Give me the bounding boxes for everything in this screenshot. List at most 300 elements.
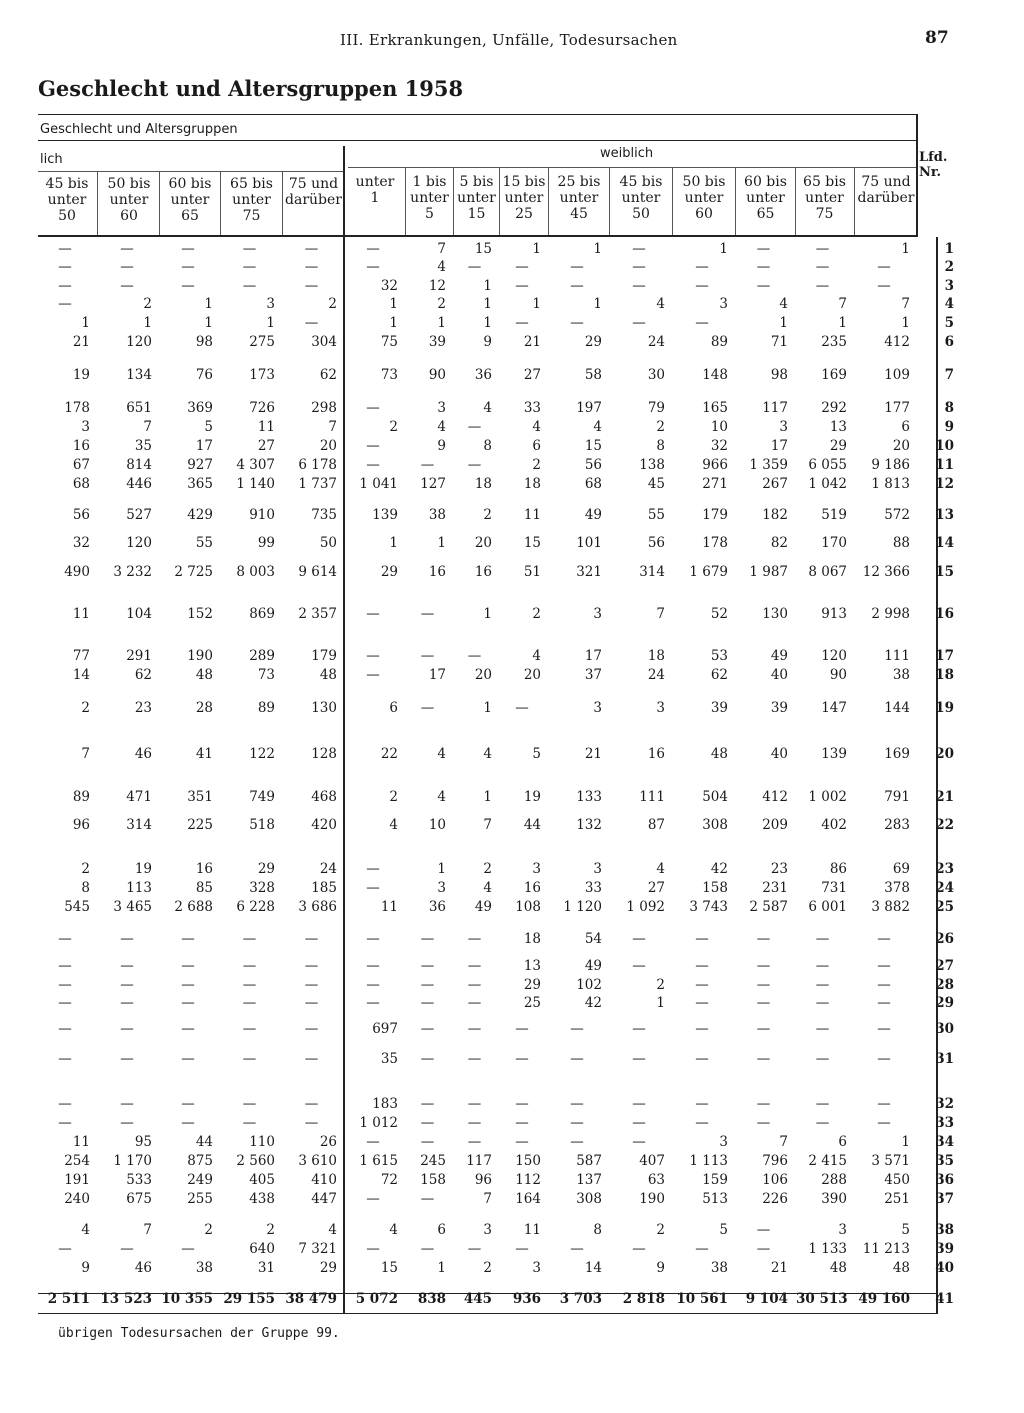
table-cell: 6 bbox=[437, 1222, 446, 1238]
table-cell: — bbox=[181, 977, 195, 993]
table-cell: 2 bbox=[389, 789, 398, 805]
table-cell: — bbox=[58, 296, 72, 312]
table-cell: — bbox=[877, 1115, 891, 1131]
table-cell: 9 bbox=[656, 1260, 665, 1276]
table-cell: 77 bbox=[72, 648, 90, 664]
table-cell: — bbox=[632, 1115, 646, 1131]
table-cell: 88 bbox=[892, 535, 910, 551]
table-cell: — bbox=[515, 315, 529, 331]
table-cell: 33 bbox=[584, 880, 602, 896]
table-cell: 3 bbox=[593, 861, 602, 877]
table-cell: 18 bbox=[523, 931, 541, 947]
row-number: 41 bbox=[935, 1291, 954, 1307]
table-cell: 4 bbox=[437, 419, 446, 435]
table-cell: 11 213 bbox=[862, 1241, 910, 1257]
table-cell: 158 bbox=[420, 1172, 446, 1188]
table-cell: 48 bbox=[319, 667, 337, 683]
table-cell: 2 bbox=[437, 296, 446, 312]
table-cell: 62 bbox=[134, 667, 152, 683]
table-cell: — bbox=[756, 1051, 771, 1067]
table-cell: 9 bbox=[81, 1260, 90, 1276]
table-cell: 446 bbox=[126, 476, 152, 492]
table-cell: 1 bbox=[389, 315, 398, 331]
table-cell: — bbox=[467, 1096, 482, 1112]
table-cell: 966 bbox=[702, 457, 728, 473]
table-cell: — bbox=[58, 241, 72, 257]
table-cell: 1 bbox=[483, 296, 492, 312]
table-cell: — bbox=[632, 241, 646, 257]
table-cell: 44 bbox=[523, 817, 541, 833]
table-cell: 82 bbox=[770, 535, 788, 551]
table-cell: — bbox=[756, 259, 771, 275]
column-header: 60 bis unter 65 bbox=[744, 174, 787, 222]
table-cell: 365 bbox=[187, 476, 213, 492]
table-cell: 159 bbox=[702, 1172, 728, 1188]
table-cell: — bbox=[181, 931, 195, 947]
table-cell: 271 bbox=[702, 476, 728, 492]
row-number: 8 bbox=[944, 400, 954, 416]
table-cell: 2 725 bbox=[174, 564, 213, 580]
table-cell: 13 523 bbox=[100, 1291, 152, 1307]
table-cell: 16 bbox=[474, 564, 492, 580]
table-cell: 24 bbox=[647, 667, 665, 683]
table-cell: — bbox=[695, 931, 709, 947]
table-cell: — bbox=[632, 315, 646, 331]
table-cell: 23 bbox=[134, 700, 152, 716]
table-cell: — bbox=[815, 1021, 830, 1037]
table-cell: 1 737 bbox=[298, 476, 337, 492]
table-cell: 8 bbox=[656, 438, 665, 454]
table-cell: — bbox=[58, 958, 72, 974]
table-cell: 275 bbox=[249, 334, 275, 350]
table-cell: 10 bbox=[710, 419, 728, 435]
table-cell: 527 bbox=[126, 507, 152, 523]
table-cell: 14 bbox=[584, 1260, 602, 1276]
table-cell: — bbox=[877, 1096, 891, 1112]
column-separator bbox=[159, 172, 160, 235]
table-cell: 38 bbox=[710, 1260, 728, 1276]
table-cell: 2 bbox=[656, 1222, 665, 1238]
table-cell: 62 bbox=[710, 667, 728, 683]
table-cell: — bbox=[877, 977, 891, 993]
table-cell: 49 160 bbox=[858, 1291, 910, 1307]
table-cell: 407 bbox=[639, 1153, 665, 1169]
table-cell: 519 bbox=[821, 507, 847, 523]
table-cell: 164 bbox=[515, 1191, 541, 1207]
table-cell: 1 bbox=[901, 241, 910, 257]
table-cell: 4 bbox=[437, 746, 446, 762]
table-cell: 504 bbox=[702, 789, 728, 805]
table-cell: 19 bbox=[72, 367, 90, 383]
table-cell: — bbox=[242, 1115, 257, 1131]
table-cell: 651 bbox=[126, 400, 152, 416]
table-cell: — bbox=[695, 315, 709, 331]
table-cell: 7 321 bbox=[298, 1241, 337, 1257]
table-cell: 32 bbox=[380, 278, 398, 294]
table-cell: 3 bbox=[81, 419, 90, 435]
table-cell: 4 bbox=[656, 861, 665, 877]
table-cell: 4 bbox=[532, 419, 541, 435]
table-cell: 1 359 bbox=[749, 457, 788, 473]
table-cell: — bbox=[420, 995, 435, 1011]
table-cell: — bbox=[632, 931, 646, 947]
table-cell: 9 104 bbox=[745, 1291, 788, 1307]
table-cell: 50 bbox=[319, 535, 337, 551]
table-cell: 1 bbox=[901, 315, 910, 331]
table-cell: 2 bbox=[389, 419, 398, 435]
table-cell: — bbox=[420, 457, 435, 473]
table-cell: 308 bbox=[576, 1191, 602, 1207]
female-label: weiblich bbox=[600, 146, 654, 161]
table-cell: 2 587 bbox=[749, 899, 788, 915]
table-cell: — bbox=[815, 1096, 830, 1112]
table-cell: — bbox=[366, 1191, 380, 1207]
table-cell: 35 bbox=[134, 438, 152, 454]
column-separator bbox=[854, 168, 855, 235]
table-cell: 20 bbox=[474, 535, 492, 551]
table-cell: 173 bbox=[249, 367, 275, 383]
table-cell: — bbox=[877, 1051, 891, 1067]
table-cell: 16 bbox=[428, 564, 446, 580]
row-number: 30 bbox=[935, 1021, 954, 1037]
table-cell: 113 bbox=[126, 880, 152, 896]
table-cell: 14 bbox=[72, 667, 90, 683]
table-cell: — bbox=[570, 278, 584, 294]
table-cell: — bbox=[695, 278, 709, 294]
table-cell: 4 307 bbox=[236, 457, 275, 473]
table-cell: 86 bbox=[829, 861, 847, 877]
table-cell: — bbox=[58, 1021, 72, 1037]
table-cell: — bbox=[366, 977, 380, 993]
table-cell: 58 bbox=[584, 367, 602, 383]
row-number: 40 bbox=[935, 1260, 954, 1276]
rule-header-bottom bbox=[38, 235, 916, 237]
table-cell: — bbox=[632, 1134, 646, 1150]
column-separator bbox=[609, 168, 610, 235]
table-cell: 111 bbox=[884, 648, 910, 664]
table-cell: 21 bbox=[523, 334, 541, 350]
table-cell: 185 bbox=[311, 880, 337, 896]
table-cell: 4 bbox=[483, 880, 492, 896]
row-number: 17 bbox=[935, 648, 954, 664]
table-cell: — bbox=[695, 1115, 709, 1131]
row-number: 14 bbox=[935, 535, 954, 551]
table-cell: 15 bbox=[523, 535, 541, 551]
table-cell: 1 041 bbox=[359, 476, 398, 492]
table-cell: — bbox=[181, 241, 195, 257]
table-cell: 16 bbox=[72, 438, 90, 454]
table-cell: 10 561 bbox=[676, 1291, 728, 1307]
table-cell: 87 bbox=[647, 817, 665, 833]
table-cell: — bbox=[756, 1021, 771, 1037]
table-cell: 71 bbox=[770, 334, 788, 350]
table-cell: 67 bbox=[72, 457, 90, 473]
table-cell: 30 513 bbox=[796, 1291, 848, 1307]
table-cell: 1 092 bbox=[626, 899, 665, 915]
table-cell: 513 bbox=[702, 1191, 728, 1207]
table-cell: — bbox=[515, 1096, 529, 1112]
table-cell: 7 bbox=[779, 1134, 788, 1150]
table-cell: 471 bbox=[126, 789, 152, 805]
table-cell: — bbox=[756, 1241, 771, 1257]
table-cell: — bbox=[181, 1115, 195, 1131]
table-cell: 68 bbox=[584, 476, 602, 492]
table-cell: — bbox=[304, 259, 319, 275]
table-cell: — bbox=[467, 457, 482, 473]
table-cell: — bbox=[420, 1115, 435, 1131]
table-cell: — bbox=[242, 241, 257, 257]
table-cell: — bbox=[695, 1241, 709, 1257]
table-cell: — bbox=[695, 1021, 709, 1037]
table-cell: — bbox=[632, 278, 646, 294]
table-cell: 117 bbox=[466, 1153, 492, 1169]
table-cell: 3 bbox=[656, 700, 665, 716]
table-cell: 49 bbox=[584, 958, 602, 974]
table-cell: — bbox=[756, 995, 771, 1011]
table-cell: 56 bbox=[584, 457, 602, 473]
table-cell: 42 bbox=[584, 995, 602, 1011]
table-cell: 7 bbox=[81, 746, 90, 762]
table-cell: 314 bbox=[639, 564, 665, 580]
table-cell: 63 bbox=[647, 1172, 665, 1188]
page-title: Geschlecht und Altersgruppen 1958 bbox=[38, 76, 464, 101]
table-cell: 749 bbox=[249, 789, 275, 805]
table-cell: 6 055 bbox=[808, 457, 847, 473]
table-cell: — bbox=[304, 1051, 319, 1067]
column-header: 50 bis unter 60 bbox=[107, 176, 151, 224]
table-cell: 7 bbox=[143, 419, 152, 435]
column-separator bbox=[548, 168, 549, 235]
row-number: 37 bbox=[935, 1191, 954, 1207]
table-cell: — bbox=[695, 958, 709, 974]
table-cell: 6 bbox=[838, 1134, 847, 1150]
table-cell: — bbox=[304, 1096, 319, 1112]
table-cell: 76 bbox=[195, 367, 213, 383]
table-cell: 8 003 bbox=[236, 564, 275, 580]
table-cell: 38 bbox=[428, 507, 446, 523]
table-cell: — bbox=[181, 1021, 195, 1037]
table-cell: — bbox=[695, 977, 709, 993]
table-cell: 254 bbox=[64, 1153, 90, 1169]
column-separator bbox=[97, 172, 98, 235]
table-cell: 240 bbox=[64, 1191, 90, 1207]
table-cell: 24 bbox=[647, 334, 665, 350]
table-cell: — bbox=[120, 1021, 134, 1037]
table-cell: 838 bbox=[417, 1291, 446, 1307]
table-cell: 183 bbox=[372, 1096, 398, 1112]
table-cell: 13 bbox=[523, 958, 541, 974]
table-cell: 15 bbox=[584, 438, 602, 454]
row-number: 15 bbox=[935, 564, 954, 580]
table-cell: 1 bbox=[266, 315, 275, 331]
rule-bottom bbox=[38, 1313, 938, 1314]
table-cell: — bbox=[515, 1134, 529, 1150]
table-cell: 4 bbox=[389, 1222, 398, 1238]
table-cell: 3 bbox=[838, 1222, 847, 1238]
table-cell: — bbox=[242, 977, 257, 993]
table-cell: 19 bbox=[134, 861, 152, 877]
row-number: 10 bbox=[935, 438, 954, 454]
table-cell: 7 bbox=[328, 419, 337, 435]
row-number: 18 bbox=[935, 667, 954, 683]
table-cell: — bbox=[120, 995, 134, 1011]
table-cell: — bbox=[181, 1241, 195, 1257]
table-cell: 231 bbox=[762, 880, 788, 896]
table-cell: — bbox=[515, 278, 529, 294]
table-cell: 148 bbox=[702, 367, 728, 383]
table-cell: 29 bbox=[319, 1260, 337, 1276]
column-header: 45 bis unter 50 bbox=[619, 174, 663, 222]
table-cell: — bbox=[695, 259, 709, 275]
table-cell: 39 bbox=[710, 700, 728, 716]
column-header: unter 1 bbox=[355, 174, 395, 206]
rule-male-female-divider bbox=[343, 146, 345, 1313]
table-cell: 1 002 bbox=[808, 789, 847, 805]
table-cell: 390 bbox=[821, 1191, 847, 1207]
table-cell: 108 bbox=[515, 899, 541, 915]
table-cell: 3 bbox=[593, 606, 602, 622]
table-cell: 518 bbox=[249, 817, 275, 833]
table-cell: 1 bbox=[838, 315, 847, 331]
table-cell: 7 bbox=[656, 606, 665, 622]
table-cell: 5 bbox=[204, 419, 213, 435]
table-cell: 11 bbox=[257, 419, 275, 435]
table-cell: 304 bbox=[311, 334, 337, 350]
table-cell: — bbox=[366, 400, 380, 416]
table-cell: 54 bbox=[584, 931, 602, 947]
table-cell: — bbox=[815, 1051, 830, 1067]
row-number: 7 bbox=[944, 367, 954, 383]
table-cell: — bbox=[420, 958, 435, 974]
table-cell: 5 bbox=[901, 1222, 910, 1238]
table-cell: 3 bbox=[593, 700, 602, 716]
table-cell: 36 bbox=[474, 367, 492, 383]
table-cell: 11 bbox=[72, 606, 90, 622]
table-cell: 1 bbox=[437, 861, 446, 877]
row-number: 36 bbox=[935, 1172, 954, 1188]
table-cell: — bbox=[467, 977, 482, 993]
table-cell: 4 bbox=[437, 259, 446, 275]
table-cell: 17 bbox=[584, 648, 602, 664]
table-cell: 288 bbox=[821, 1172, 847, 1188]
table-cell: — bbox=[756, 931, 771, 947]
table-cell: 197 bbox=[576, 400, 602, 416]
table-cell: 89 bbox=[710, 334, 728, 350]
table-cell: 152 bbox=[187, 606, 213, 622]
table-cell: — bbox=[420, 1096, 435, 1112]
table-cell: — bbox=[695, 1096, 709, 1112]
table-cell: 179 bbox=[311, 648, 337, 664]
table-cell: 40 bbox=[770, 667, 788, 683]
table-cell: 1 987 bbox=[749, 564, 788, 580]
table-cell: 1 bbox=[204, 315, 213, 331]
table-cell: 178 bbox=[64, 400, 90, 416]
table-cell: 12 366 bbox=[862, 564, 910, 580]
table-cell: 16 bbox=[195, 861, 213, 877]
table-cell: 20 bbox=[319, 438, 337, 454]
row-number: 35 bbox=[935, 1153, 954, 1169]
table-cell: — bbox=[632, 1051, 646, 1067]
table-cell: 134 bbox=[126, 367, 152, 383]
table-cell: — bbox=[570, 315, 584, 331]
table-cell: 53 bbox=[710, 648, 728, 664]
table-cell: — bbox=[242, 259, 257, 275]
table-cell: 72 bbox=[380, 1172, 398, 1188]
table-cell: — bbox=[877, 995, 891, 1011]
table-cell: 49 bbox=[584, 507, 602, 523]
row-number: 33 bbox=[935, 1115, 954, 1131]
table-cell: 138 bbox=[639, 457, 665, 473]
table-cell: 48 bbox=[710, 746, 728, 762]
table-cell: — bbox=[877, 259, 891, 275]
table-cell: 2 bbox=[483, 507, 492, 523]
table-cell: 675 bbox=[126, 1191, 152, 1207]
table-cell: — bbox=[242, 958, 257, 974]
table-cell: — bbox=[420, 606, 435, 622]
row-number: 26 bbox=[935, 931, 954, 947]
table-cell: — bbox=[632, 259, 646, 275]
table-cell: 438 bbox=[249, 1191, 275, 1207]
table-cell: — bbox=[467, 958, 482, 974]
table-cell: — bbox=[467, 995, 482, 1011]
row-number: 28 bbox=[935, 977, 954, 993]
table-cell: 1 bbox=[389, 535, 398, 551]
table-cell: 1 bbox=[437, 1260, 446, 1276]
table-cell: — bbox=[304, 278, 319, 294]
table-cell: 572 bbox=[884, 507, 910, 523]
table-cell: 55 bbox=[647, 507, 665, 523]
table-cell: 2 bbox=[483, 861, 492, 877]
table-cell: 1 bbox=[143, 315, 152, 331]
table-cell: 3 bbox=[532, 861, 541, 877]
column-header: 65 bis unter 75 bbox=[230, 176, 273, 224]
table-cell: — bbox=[366, 880, 380, 896]
table-cell: 450 bbox=[884, 1172, 910, 1188]
table-cell: 89 bbox=[72, 789, 90, 805]
column-header: 60 bis unter 65 bbox=[168, 176, 212, 224]
table-cell: — bbox=[366, 861, 380, 877]
table-cell: 48 bbox=[892, 1260, 910, 1276]
table-cell: 796 bbox=[762, 1153, 788, 1169]
table-cell: 1 113 bbox=[689, 1153, 728, 1169]
table-cell: — bbox=[632, 1241, 646, 1257]
table-cell: 6 bbox=[532, 438, 541, 454]
table-cell: 178 bbox=[702, 535, 728, 551]
column-header: 45 bis unter 50 bbox=[45, 176, 89, 224]
table-cell: — bbox=[366, 606, 380, 622]
table-cell: 1 bbox=[483, 606, 492, 622]
table-cell: 4 bbox=[593, 419, 602, 435]
table-cell: 62 bbox=[319, 367, 337, 383]
table-cell: — bbox=[695, 1051, 709, 1067]
table-cell: — bbox=[120, 1241, 134, 1257]
row-number: 32 bbox=[935, 1096, 954, 1112]
table-cell: — bbox=[242, 278, 257, 294]
running-head: III. Erkrankungen, Unfälle, Todesursachen bbox=[340, 31, 678, 49]
table-cell: 1 813 bbox=[871, 476, 910, 492]
table-cell: — bbox=[467, 931, 482, 947]
table-cell: 29 155 bbox=[223, 1291, 275, 1307]
table-cell: 26 bbox=[319, 1134, 337, 1150]
table-cell: 49 bbox=[770, 648, 788, 664]
table-cell: — bbox=[515, 700, 529, 716]
table-cell: 20 bbox=[474, 667, 492, 683]
table-cell: 292 bbox=[821, 400, 847, 416]
table-cell: 96 bbox=[474, 1172, 492, 1188]
table-cell: 9 bbox=[483, 334, 492, 350]
table-cell: 3 882 bbox=[871, 899, 910, 915]
table-cell: — bbox=[120, 241, 134, 257]
